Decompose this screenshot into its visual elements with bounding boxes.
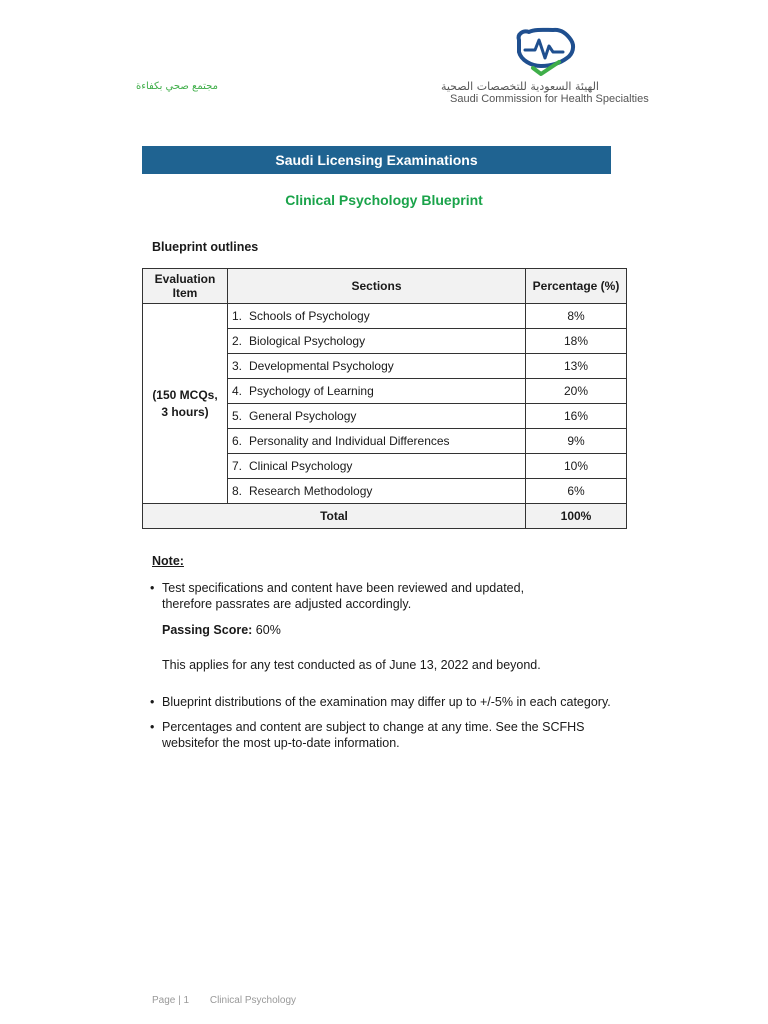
section-number: 7.: [232, 459, 243, 473]
bullet-icon: •: [150, 720, 155, 734]
section-number: 8.: [232, 484, 243, 498]
percentage-cell: 6%: [526, 479, 627, 504]
header-eval-line2: Item: [172, 286, 198, 300]
applies-statement: This applies for any test conducted as of June 13, 2022 and beyond.: [162, 658, 541, 672]
note-bullet-3-text: [162, 719, 584, 751]
percentage-cell: 9%: [526, 429, 627, 454]
section-number: 4.: [232, 384, 243, 398]
percentage-cell: 10%: [526, 454, 627, 479]
evaluation-item-cell: [143, 304, 228, 504]
percentage-cell: 16%: [526, 404, 627, 429]
section-cell: [228, 454, 526, 479]
section-name: Clinical Psychology: [249, 459, 353, 473]
section-cell: [228, 329, 526, 354]
blueprint-table: [142, 268, 627, 529]
banner-title: Saudi Licensing Examinations: [275, 152, 478, 168]
note-bullet-2-text: Blueprint distributions of the examination may differ up to +/-5% in each category.: [162, 695, 611, 709]
percentage-cell: 20%: [526, 379, 627, 404]
section-cell: [228, 354, 526, 379]
total-label: Total: [143, 504, 526, 529]
percentage-cell: 8%: [526, 304, 627, 329]
section-cell: [228, 429, 526, 454]
section-number: 3.: [232, 359, 243, 373]
section-cell: [228, 304, 526, 329]
footer-page-number: Page | 1: [152, 995, 190, 1006]
section-name: General Psychology: [249, 409, 357, 423]
bullet-icon: •: [150, 695, 155, 709]
section-name: Research Methodology: [249, 484, 373, 498]
table-header-row: [143, 269, 627, 304]
org-name-arabic: الهيئة السعودية للتخصصات الصحية: [440, 80, 599, 93]
page-footer: [152, 995, 314, 1006]
section-number: 2.: [232, 334, 243, 348]
header-evaluation-item: [143, 269, 228, 304]
table-total-row: [143, 504, 627, 529]
section-number: 5.: [232, 409, 243, 423]
section-number: 1.: [232, 309, 243, 323]
section-name: Biological Psychology: [249, 334, 366, 348]
footer-title: Clinical Psychology: [209, 995, 297, 1006]
scfhs-logo: [440, 24, 649, 110]
passing-score-label: Passing Score:: [162, 623, 253, 637]
section-name: Psychology of Learning: [249, 384, 374, 398]
scfhs-logo-icon: [513, 26, 579, 78]
percentage-cell: 13%: [526, 354, 627, 379]
header-eval-line1: Evaluation: [154, 272, 216, 286]
section-cell: [228, 479, 526, 504]
eval-item-line2: 3 hours): [161, 404, 209, 419]
bullet3-line1: Percentages and content are subject to change at any time. See the SCFHS: [162, 720, 585, 734]
section-number: 6.: [232, 434, 243, 448]
bullet1-line1: Test specifications and content have been reviewed and updated,: [162, 581, 525, 595]
section-cell: [228, 379, 526, 404]
eval-item-line1: (150 MCQs,: [152, 387, 218, 402]
percentage-cell: 18%: [526, 329, 627, 354]
header-percentage: Percentage (%): [526, 269, 627, 304]
table-row: [143, 304, 627, 329]
note-heading: Note:: [152, 554, 184, 568]
section-name: Developmental Psychology: [249, 359, 394, 373]
note-bullet-1-text: [162, 580, 524, 612]
document-title: Clinical Psychology Blueprint: [285, 192, 483, 208]
passing-score-value: 60%: [252, 623, 281, 637]
section-cell: [228, 404, 526, 429]
tagline-arabic: مجتمع صحي بكفاءة: [136, 81, 218, 92]
org-name-english: Saudi Commission for Health Specialties: [450, 93, 649, 105]
passing-score: [162, 623, 281, 637]
blueprint-outline-label: Blueprint outlines: [152, 240, 259, 254]
header-sections: Sections: [228, 269, 526, 304]
bullet1-line2: therefore passrates are adjusted accordingly.: [162, 597, 412, 611]
exam-banner: [142, 146, 611, 174]
bullet3-line2: websitefor the most up-to-date information.: [162, 736, 400, 750]
section-name: Personality and Individual Differences: [249, 434, 450, 448]
total-value: 100%: [526, 504, 627, 529]
bullet-icon: •: [150, 581, 155, 595]
section-name: Schools of Psychology: [249, 309, 370, 323]
